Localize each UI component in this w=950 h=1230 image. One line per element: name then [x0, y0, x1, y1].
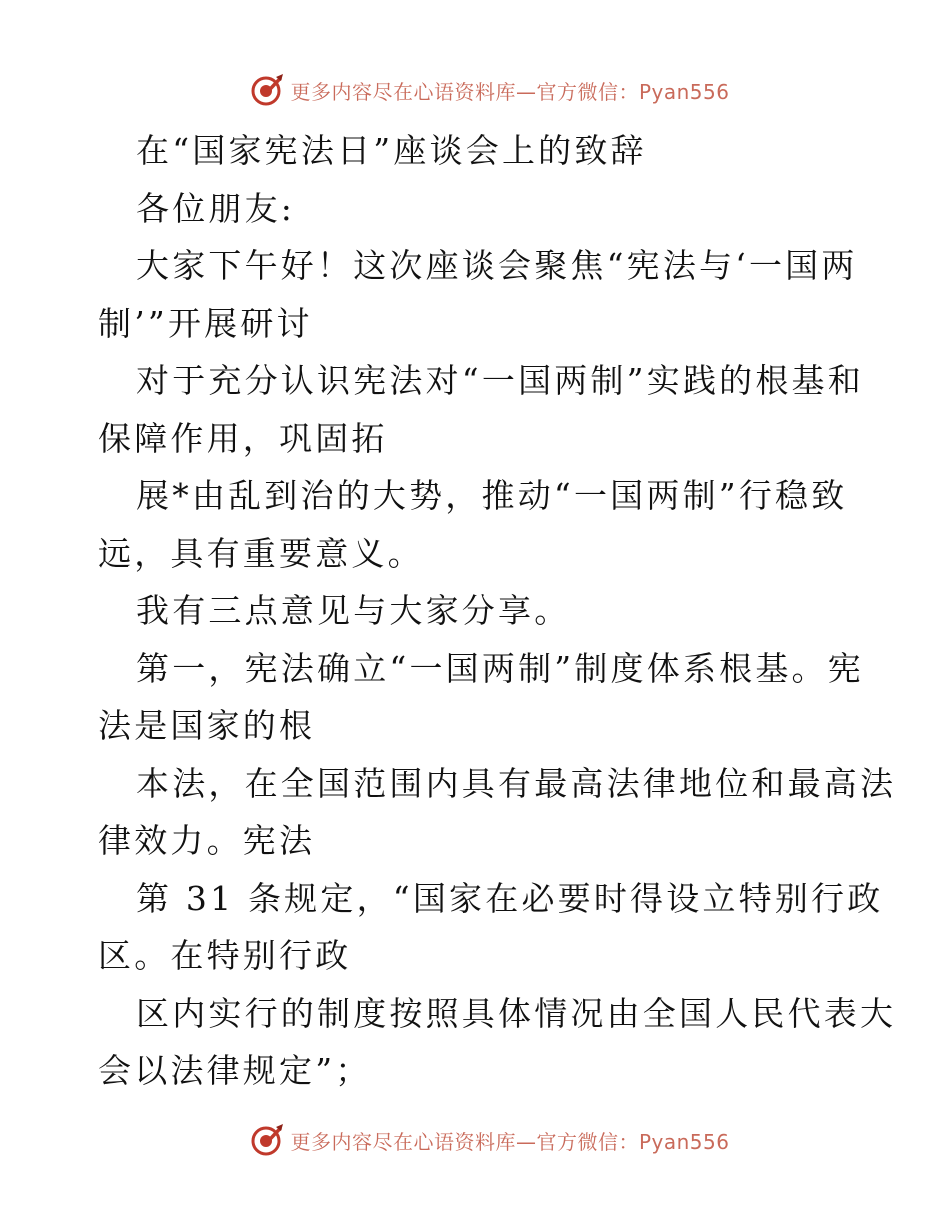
quill-logo-icon — [250, 1123, 284, 1157]
document-line: 大家下午好！这次座谈会聚焦“宪法与‘一国两 — [136, 246, 858, 285]
document-line: 远，具有重要意义。 — [98, 533, 424, 573]
document-line: 展*由乱到治的大势，推动“一国两制”行稳致 — [136, 476, 848, 515]
document-line: 各位朋友: — [136, 188, 296, 228]
header-watermark — [0, 70, 950, 110]
document-line: 律效力。宪法 — [98, 821, 316, 860]
watermark-text: 更多内容尽在心语资料库—官方微信：Pyan556 — [290, 79, 730, 104]
document-line: 法是国家的根 — [98, 706, 316, 745]
watermark-text: 更多内容尽在心语资料库—官方微信：Pyan556 — [290, 1129, 730, 1154]
document-line: 保障作用，巩固拓 — [98, 418, 388, 458]
document-line: 我有三点意见与大家分享。 — [136, 591, 571, 630]
document-line: 区内实行的制度按照具体情况由全国人民代表大 — [136, 993, 897, 1033]
document-line: 第一，宪法确立“一国两制”制度体系根基。宪 — [136, 648, 864, 688]
document-line: 对于充分认识宪法对“一国两制”实践的根基和 — [136, 361, 864, 400]
document-line: 区。在特别行政 — [98, 936, 352, 975]
document-line: 制’”开展研讨 — [98, 303, 313, 343]
document-line: 在“国家宪法日”座谈会上的致辞 — [136, 131, 647, 170]
document-line: 第 31 条规定，“国家在必要时得设立特别行政 — [136, 878, 884, 918]
footer-watermark — [0, 1120, 950, 1160]
document-line: 本法，在全国范围内具有最高法律地位和最高法 — [136, 763, 897, 803]
document-body — [98, 122, 897, 1100]
document-line: 会以法律规定”； — [98, 1051, 372, 1090]
quill-logo-icon — [250, 73, 284, 107]
